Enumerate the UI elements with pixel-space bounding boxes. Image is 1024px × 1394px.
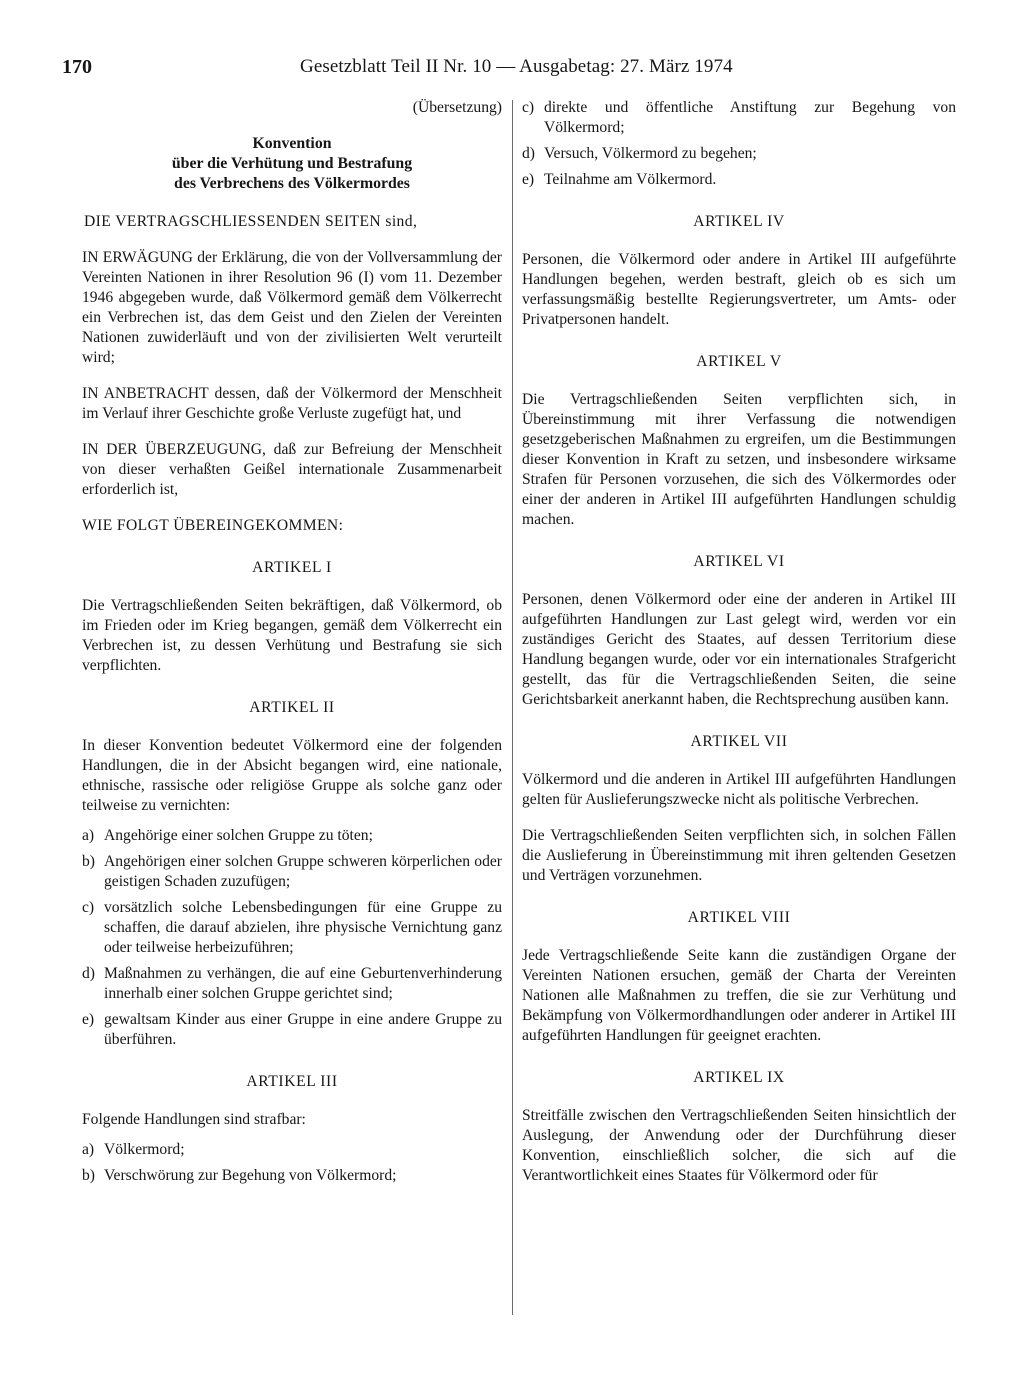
item-label: e) [82, 1011, 95, 1028]
list-item [522, 144, 956, 164]
article-9-heading: ARTIKEL IX [693, 1069, 785, 1086]
article-2-intro: In dieser Konvention bedeutet Völkermord eine der folgenden Handlungen, die in der Absicht begangen wird, eine nationale, ethnische, rassische oder religiöse Gruppe als solche ganz oder teilweise zu vernichten: [82, 737, 502, 814]
item-text: vorsätzlich solche Lebensbedingungen für eine Gruppe zu schaffen, die darauf abzielen, ihre physische Vernichtung ganz oder teilweise herbeizuführen; [104, 899, 502, 956]
document-title [82, 134, 502, 194]
article-9-text: Streitfälle zwischen den Vertragschließenden Seiten hinsichtlich der Auslegung, der Anwendung oder der Durchführung dieser Konvention, einschließlich solcher, die sich auf die Verantwortlichkeit eines Staates für Völkermord oder für [522, 1107, 956, 1184]
item-text: gewaltsam Kinder aus einer Gruppe in eine andere Gruppe zu überführen. [104, 1011, 502, 1048]
article-7-text-2: Die Vertragschließenden Seiten verpflichten sich, in solchen Fällen die Auslieferung in Übereinstimmung mit ihren geltenden Gesetzen und Verträgen vorzunehmen. [522, 827, 956, 884]
title-line-3: des Verbrechens des Völkermordes [174, 175, 410, 192]
item-label: a) [82, 1141, 95, 1158]
list-item [82, 852, 502, 892]
article-8-text: Jede Vertragschließende Seite kann die zuständigen Organe der Vereinten Nationen ersuchen, gemäß der Charta der Vereinten Nationen alle Maßnahmen zu treffen, die sie zur Verhütung und Bekämpfung von Völkermordhandlungen oder anderer in Artikel III aufgeführten Handlungen für geeignet erachten. [522, 947, 956, 1044]
preamble-anbetracht: IN ANBETRACHT dessen, daß der Völkermord der Menschheit im Verlauf ihrer Geschichte große Verluste zugefügt hat, und [82, 385, 502, 422]
article-8-heading: ARTIKEL VIII [687, 909, 791, 926]
article-3-intro: Folgende Handlungen sind strafbar: [82, 1111, 306, 1128]
article-2-list [82, 826, 502, 1050]
left-column [82, 98, 502, 1192]
article-1-heading: ARTIKEL I [252, 559, 332, 576]
item-text: Teilnahme am Völkermord. [544, 171, 717, 188]
article-6-text: Personen, denen Völkermord oder eine der anderen in Artikel III aufgeführten Handlungen zur Last gelegt wird, werden vor ein zuständiges Gericht des Staates, auf dessen Territorium diese Handlung begangen wurde, oder vor ein internationales Strafgericht gestellt, das für die Vertragschließenden Seiten, die seine Gerichtsbarkeit anerkannt haben, die Rechtsprechung ausüben kann. [522, 591, 956, 708]
item-text: Versuch, Völkermord zu begehen; [544, 145, 757, 162]
article-7-heading: ARTIKEL VII [690, 733, 788, 750]
item-text: Völkermord; [104, 1141, 185, 1158]
list-item [522, 98, 956, 138]
item-text: Maßnahmen zu verhängen, die auf eine Geburtenverhinderung innerhalb einer solchen Gruppe gerichtet sind; [104, 965, 502, 1002]
item-text: Verschwörung zur Begehung von Völkermord; [104, 1167, 397, 1184]
article-5-heading: ARTIKEL V [696, 353, 782, 370]
article-3-heading: ARTIKEL III [246, 1073, 338, 1090]
running-header: Gesetzblatt Teil II Nr. 10 — Ausgabetag: 27. März 1974 [300, 56, 733, 77]
item-label: c) [82, 899, 95, 916]
item-label: d) [82, 965, 95, 982]
item-label: a) [82, 827, 95, 844]
list-item [82, 1010, 502, 1050]
column-divider [512, 100, 513, 1315]
preamble-ueberzeugung: IN DER ÜBERZEUGUNG, daß zur Befreiung der Menschheit von dieser verhaßten Geißel internationale Zusammenarbeit erforderlich ist, [82, 441, 502, 498]
article-2-heading: ARTIKEL II [249, 699, 335, 716]
translation-note: (Übersetzung) [412, 99, 502, 116]
parties-line: DIE VERTRAGSCHLIESSENDEN SEITEN sind, [84, 213, 418, 230]
preamble-erwaegung: IN ERWÄGUNG der Erklärung, die von der Vollversammlung der Vereinten Nationen in ihrer Resolution 96 (I) vom 11. Dezember 1946 abgegeben wurde, daß Völkermord gemäß dem Völkerrecht ein Verbrechen ist, das dem Geist und den Zielen der Vereinten Nationen zuwiderläuft und von der zivilisierten Welt verurteilt wird; [82, 249, 502, 366]
article-4-heading: ARTIKEL IV [693, 213, 785, 230]
item-label: b) [82, 1167, 95, 1184]
list-item [82, 826, 502, 846]
article-1-text: Die Vertragschließenden Seiten bekräftigen, daß Völkermord, ob im Frieden oder im Krieg begangen, gemäß dem Völkerrecht ein Verbrechen ist, zu dessen Verhütung und Bestrafung sie sich verpflichten. [82, 597, 502, 674]
right-column [522, 98, 956, 1186]
article-5-text: Die Vertragschließenden Seiten verpflichten sich, in Übereinstimmung mit ihrer Verfassung die notwendigen gesetzgeberischen Maßnahmen zu ergreifen, um die Bestimmungen dieser Konvention in Kraft zu setzen, und insbesondere wirksame Strafen für Personen vorzusehen, die sich des Völkermordes oder einer der anderen in Artikel III aufgeführten Handlungen schuldig machen. [522, 391, 956, 528]
article-7-text-1: Völkermord und die anderen in Artikel III aufgeführten Handlungen gelten für Auslieferungszwecke nicht als politische Verbrechen. [522, 771, 956, 808]
item-label: e) [522, 171, 535, 188]
agreement-line: WIE FOLGT ÜBEREINGEKOMMEN: [82, 517, 344, 534]
article-6-heading: ARTIKEL VI [693, 553, 785, 570]
article-4-text: Personen, die Völkermord oder andere in Artikel III aufgeführte Handlungen begehen, werden bestraft, gleich ob es sich um verfassungsmäßig bestellte Regierungsvertreter, um Amts- oder Privatpersonen handelt. [522, 251, 956, 328]
list-item [522, 170, 956, 190]
list-item [82, 898, 502, 958]
page-number: 170 [62, 56, 92, 78]
item-text: Angehörige einer solchen Gruppe zu töten; [104, 827, 373, 844]
title-line-1: Konvention [252, 135, 332, 152]
list-item [82, 964, 502, 1004]
title-line-2: über die Verhütung und Bestrafung [171, 155, 413, 172]
item-label: d) [522, 145, 535, 162]
list-item [82, 1140, 502, 1160]
item-label: c) [522, 99, 535, 116]
item-text: Angehörigen einer solchen Gruppe schweren körperlichen oder geistigen Schaden zuzufügen; [104, 853, 502, 890]
item-text: direkte und öffentliche Anstiftung zur Begehung von Völkermord; [544, 99, 956, 136]
list-item [82, 1166, 502, 1186]
item-label: b) [82, 853, 95, 870]
